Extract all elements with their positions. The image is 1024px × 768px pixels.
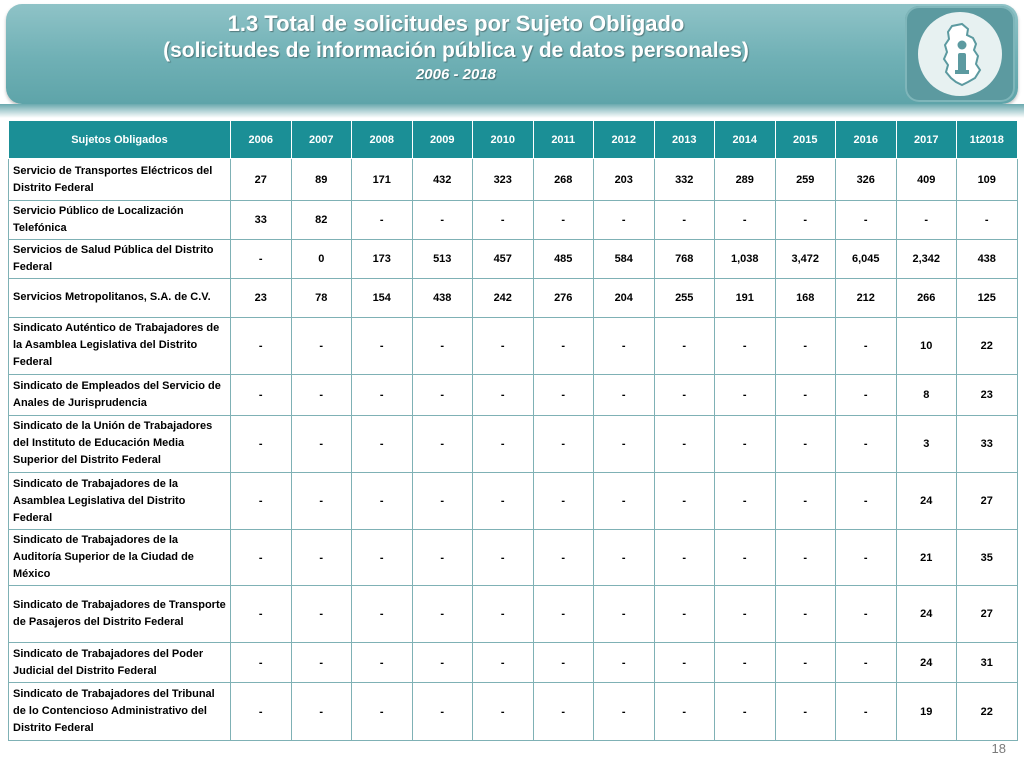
value-cell: 125 (957, 279, 1018, 317)
value-cell: - (715, 415, 776, 473)
value-cell: - (352, 683, 413, 741)
value-cell: - (473, 586, 534, 643)
value-cell: 10 (896, 317, 957, 375)
value-cell: 24 (896, 473, 957, 530)
value-cell: - (473, 317, 534, 375)
value-cell: 168 (775, 279, 836, 317)
value-cell: - (352, 586, 413, 643)
value-cell: - (473, 375, 534, 415)
column-header-year: 2014 (715, 121, 776, 159)
table-row (9, 529, 1018, 586)
value-cell: - (715, 586, 776, 643)
value-cell: - (412, 586, 473, 643)
value-cell: 0 (291, 239, 352, 278)
value-cell: - (533, 375, 594, 415)
value-cell: 276 (533, 279, 594, 317)
value-cell: 266 (896, 279, 957, 317)
value-cell: - (836, 473, 897, 530)
table-row (9, 375, 1018, 415)
value-cell: - (654, 201, 715, 239)
value-cell: - (231, 683, 292, 741)
value-cell: 31 (957, 642, 1018, 682)
value-cell: - (231, 317, 292, 375)
value-cell: - (594, 586, 655, 643)
value-cell: 3 (896, 415, 957, 473)
column-header-year: 2015 (775, 121, 836, 159)
value-cell: - (352, 201, 413, 239)
value-cell: - (291, 642, 352, 682)
value-cell: - (775, 473, 836, 530)
table-row (9, 239, 1018, 278)
value-cell: - (231, 529, 292, 586)
value-cell: - (533, 642, 594, 682)
value-cell: - (412, 317, 473, 375)
value-cell: - (594, 201, 655, 239)
value-cell: - (715, 201, 776, 239)
value-cell: - (412, 683, 473, 741)
value-cell: 154 (352, 279, 413, 317)
value-cell: - (836, 415, 897, 473)
value-cell: - (594, 642, 655, 682)
value-cell: - (352, 529, 413, 586)
value-cell: 21 (896, 529, 957, 586)
value-cell: 432 (412, 159, 473, 201)
value-cell: 289 (715, 159, 776, 201)
sujeto-name-cell: Sindicato de Trabajadores del Tribunal de lo Contencioso Administrativo del Distrito Federal (9, 683, 231, 741)
sujeto-name-cell: Sindicato de Trabajadores de la Auditoría Superior de la Ciudad de México (9, 529, 231, 586)
value-cell: - (291, 529, 352, 586)
sujeto-name-cell: Sindicato de Trabajadores del Poder Judicial del Distrito Federal (9, 642, 231, 682)
value-cell: 24 (896, 642, 957, 682)
value-cell: - (533, 586, 594, 643)
value-cell: - (836, 317, 897, 375)
value-cell: 438 (957, 239, 1018, 278)
value-cell: - (654, 317, 715, 375)
table-row (9, 642, 1018, 682)
value-cell: - (957, 201, 1018, 239)
solicitudes-table (8, 120, 1018, 741)
value-cell: - (291, 586, 352, 643)
value-cell: - (352, 473, 413, 530)
column-header-year: 2007 (291, 121, 352, 159)
value-cell: - (775, 586, 836, 643)
value-cell: - (291, 317, 352, 375)
logo-circle (918, 12, 1002, 96)
value-cell: 332 (654, 159, 715, 201)
value-cell: 268 (533, 159, 594, 201)
sujeto-name-cell: Sindicato Auténtico de Trabajadores de la Asamblea Legislativa del Distrito Federal (9, 317, 231, 375)
page-number: 18 (991, 741, 1006, 756)
value-cell: - (836, 642, 897, 682)
column-header-year: 2010 (473, 121, 534, 159)
value-cell: - (291, 683, 352, 741)
table-row (9, 473, 1018, 530)
value-cell: - (836, 683, 897, 741)
value-cell: - (715, 683, 776, 741)
value-cell: - (715, 529, 776, 586)
value-cell: - (231, 415, 292, 473)
value-cell: - (473, 473, 534, 530)
value-cell: - (473, 415, 534, 473)
value-cell: - (352, 642, 413, 682)
value-cell: 24 (896, 586, 957, 643)
sujeto-name-cell: Sindicato de Trabajadores de la Asamblea Legislativa del Distrito Federal (9, 473, 231, 530)
value-cell: - (594, 375, 655, 415)
value-cell: 212 (836, 279, 897, 317)
value-cell: - (775, 642, 836, 682)
value-cell: - (291, 375, 352, 415)
value-cell: 409 (896, 159, 957, 201)
value-cell: 27 (957, 473, 1018, 530)
value-cell: - (654, 529, 715, 586)
value-cell: 485 (533, 239, 594, 278)
value-cell: - (775, 375, 836, 415)
sujeto-name-cell: Servicios de Salud Pública del Distrito Federal (9, 239, 231, 278)
table-row (9, 317, 1018, 375)
value-cell: - (291, 473, 352, 530)
value-cell: 23 (231, 279, 292, 317)
value-cell: - (412, 473, 473, 530)
value-cell: - (654, 586, 715, 643)
value-cell: - (352, 375, 413, 415)
column-header-year: 1t2018 (957, 121, 1018, 159)
value-cell: - (231, 375, 292, 415)
value-cell: - (533, 473, 594, 530)
value-cell: - (412, 201, 473, 239)
value-cell: 171 (352, 159, 413, 201)
value-cell: - (533, 529, 594, 586)
header-divider (0, 104, 1024, 118)
table-body (9, 159, 1018, 741)
slide-subtitle: (solicitudes de información pública y de datos personales) (163, 39, 749, 62)
value-cell: - (231, 586, 292, 643)
column-header-year: 2012 (594, 121, 655, 159)
value-cell: 3,472 (775, 239, 836, 278)
value-cell: - (594, 683, 655, 741)
value-cell: - (715, 473, 776, 530)
table-row (9, 159, 1018, 201)
value-cell: 19 (896, 683, 957, 741)
value-cell: - (836, 586, 897, 643)
column-header-year: 2006 (231, 121, 292, 159)
value-cell: - (412, 375, 473, 415)
value-cell: 259 (775, 159, 836, 201)
value-cell: 768 (654, 239, 715, 278)
value-cell: - (412, 642, 473, 682)
value-cell: 89 (291, 159, 352, 201)
column-header-year: 2008 (352, 121, 413, 159)
value-cell: 2,342 (896, 239, 957, 278)
value-cell: - (412, 529, 473, 586)
value-cell: 22 (957, 683, 1018, 741)
value-cell: 191 (715, 279, 776, 317)
value-cell: - (775, 415, 836, 473)
value-cell: - (473, 529, 534, 586)
value-cell: 8 (896, 375, 957, 415)
value-cell: 27 (231, 159, 292, 201)
value-cell: - (231, 239, 292, 278)
value-cell: - (594, 317, 655, 375)
sujeto-name-cell: Servicio Público de Localización Telefónica (9, 201, 231, 239)
value-cell: - (715, 375, 776, 415)
column-header-sujetos: Sujetos Obligados (9, 121, 231, 159)
value-cell: - (291, 415, 352, 473)
value-cell: - (654, 375, 715, 415)
value-cell: 23 (957, 375, 1018, 415)
value-cell: 1,038 (715, 239, 776, 278)
value-cell: 33 (231, 201, 292, 239)
value-cell: 82 (291, 201, 352, 239)
value-cell: - (836, 201, 897, 239)
table-row (9, 201, 1018, 239)
value-cell: 78 (291, 279, 352, 317)
value-cell: 33 (957, 415, 1018, 473)
value-cell: - (775, 683, 836, 741)
value-cell: 584 (594, 239, 655, 278)
column-header-year: 2009 (412, 121, 473, 159)
title-block (6, 10, 906, 86)
value-cell: - (836, 529, 897, 586)
value-cell: 457 (473, 239, 534, 278)
value-cell: 326 (836, 159, 897, 201)
value-cell: 513 (412, 239, 473, 278)
value-cell: 242 (473, 279, 534, 317)
value-cell: - (352, 317, 413, 375)
value-cell: - (594, 415, 655, 473)
sujeto-name-cell: Servicios Metropolitanos, S.A. de C.V. (9, 279, 231, 317)
sujeto-name-cell: Sindicato de la Unión de Trabajadores del Instituto de Educación Media Superior del Distrito Federal (9, 415, 231, 473)
value-cell: - (473, 642, 534, 682)
cdmx-map-info-icon (918, 12, 1002, 96)
value-cell: - (654, 683, 715, 741)
value-cell: - (654, 415, 715, 473)
value-cell: 6,045 (836, 239, 897, 278)
value-cell: - (473, 201, 534, 239)
value-cell: 22 (957, 317, 1018, 375)
sujeto-name-cell: Sindicato de Trabajadores de Transporte de Pasajeros del Distrito Federal (9, 586, 231, 643)
slide-period: 2006 - 2018 (415, 66, 497, 83)
value-cell: 27 (957, 586, 1018, 643)
table-row (9, 683, 1018, 741)
table-header (9, 121, 1018, 159)
value-cell: - (352, 415, 413, 473)
sujeto-name-cell: Sindicato de Empleados del Servicio de Anales de Jurisprudencia (9, 375, 231, 415)
sujeto-name-cell: Servicio de Transportes Eléctricos del Distrito Federal (9, 159, 231, 201)
value-cell: - (715, 642, 776, 682)
value-cell: 203 (594, 159, 655, 201)
value-cell: - (775, 317, 836, 375)
table-row (9, 586, 1018, 643)
slide-title: 1.3 Total de solicitudes por Sujeto Obligado (227, 11, 685, 36)
value-cell: - (775, 201, 836, 239)
logo-badge (905, 6, 1015, 102)
value-cell: - (533, 317, 594, 375)
value-cell: - (533, 201, 594, 239)
value-cell: 323 (473, 159, 534, 201)
value-cell: 173 (352, 239, 413, 278)
value-cell: - (231, 473, 292, 530)
value-cell: - (533, 683, 594, 741)
column-header-year: 2017 (896, 121, 957, 159)
value-cell: - (896, 201, 957, 239)
value-cell: - (412, 415, 473, 473)
value-cell: 35 (957, 529, 1018, 586)
value-cell: - (654, 473, 715, 530)
value-cell: 255 (654, 279, 715, 317)
value-cell: - (836, 375, 897, 415)
column-header-year: 2016 (836, 121, 897, 159)
value-cell: 204 (594, 279, 655, 317)
table-row (9, 415, 1018, 473)
value-cell: - (654, 642, 715, 682)
value-cell: 109 (957, 159, 1018, 201)
value-cell: - (231, 642, 292, 682)
value-cell: - (594, 529, 655, 586)
column-header-year: 2013 (654, 121, 715, 159)
column-header-year: 2011 (533, 121, 594, 159)
value-cell: - (594, 473, 655, 530)
value-cell: - (473, 683, 534, 741)
value-cell: - (775, 529, 836, 586)
value-cell: - (715, 317, 776, 375)
table-row (9, 279, 1018, 317)
value-cell: 438 (412, 279, 473, 317)
value-cell: - (533, 415, 594, 473)
